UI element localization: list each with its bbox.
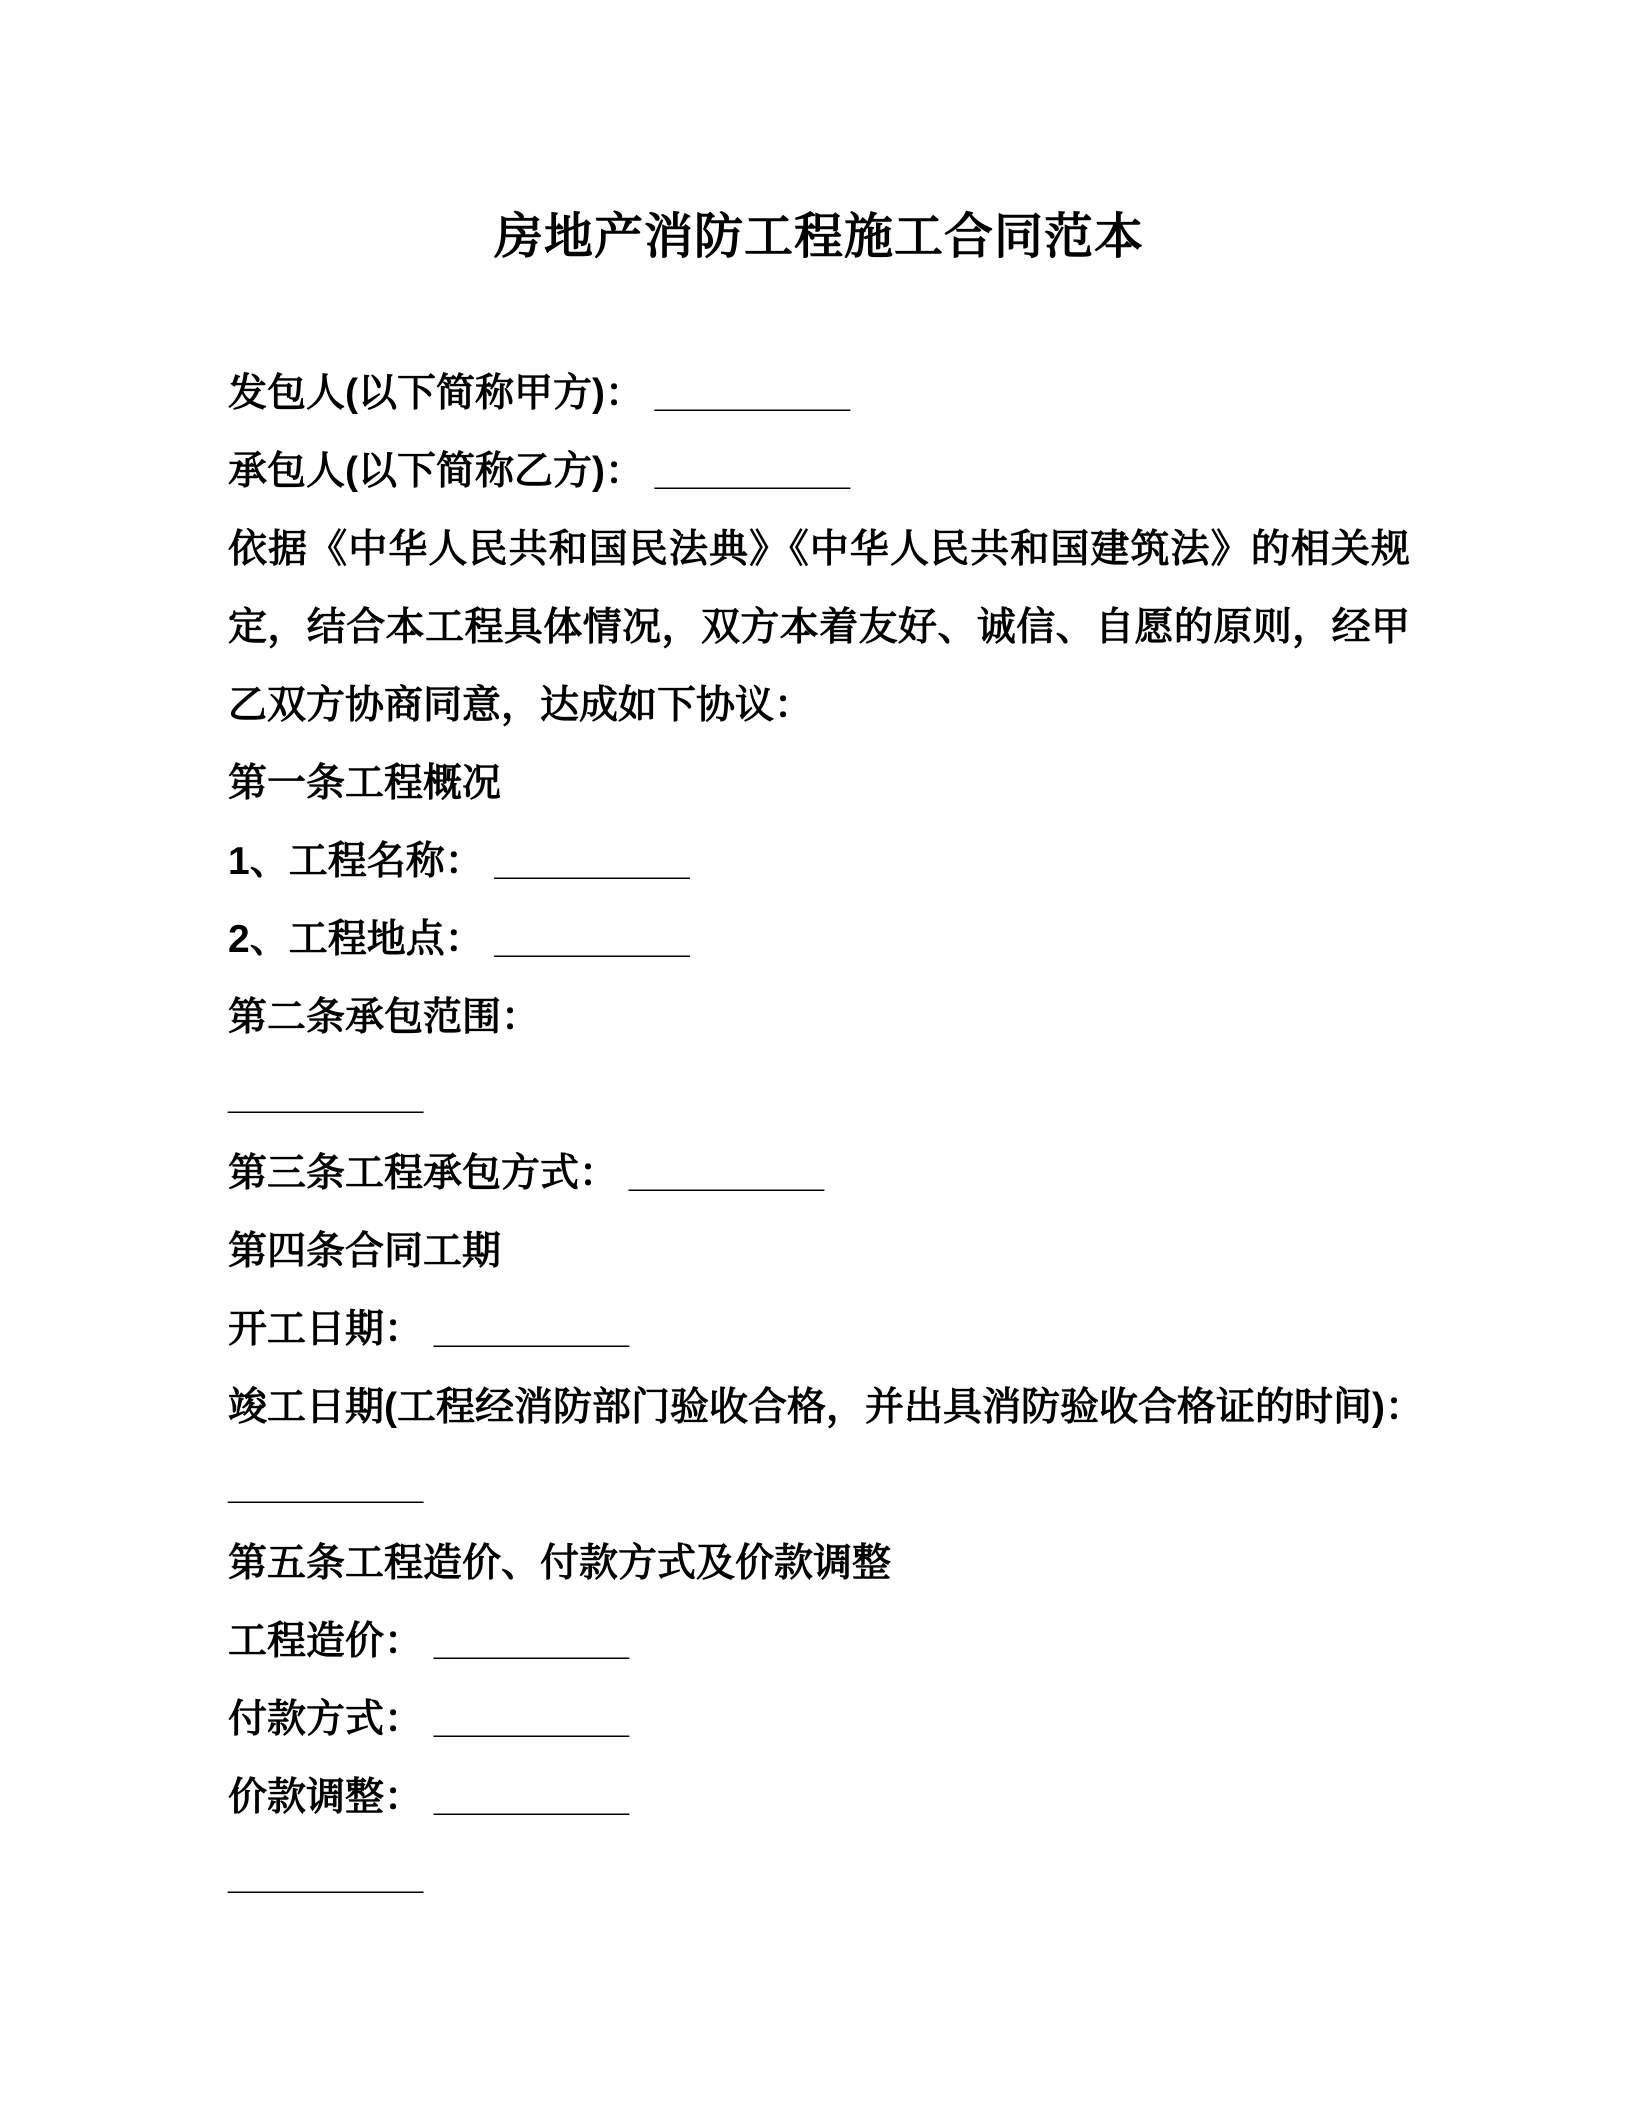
clause-4-heading: 第四条合同工期	[228, 1230, 502, 1273]
price-adjustment-field: 价款调整： _________	[228, 1776, 630, 1819]
project-location-field: 2、工程地点： _________	[228, 918, 690, 961]
contract-title: 房地产消防工程施工合同范本	[493, 210, 1144, 264]
completion-date-heading: 竣工日期(工程经消防部门验收合格，并出具消防验收合格证的时间)：	[228, 1386, 1424, 1429]
project-name-field: 1、工程名称： _________	[228, 840, 690, 883]
start-date-field: 开工日期： _________	[228, 1308, 630, 1351]
clause-2-blank-line: _________	[228, 1074, 424, 1117]
clause-3-contract-method-field: 第三条工程承包方式： _________	[228, 1152, 825, 1195]
clause-2-heading: 第二条承包范围：	[228, 996, 541, 1039]
trailing-blank-line: _________	[228, 1854, 424, 1897]
party-employer-line: 发包人(以下简称甲方)： _________	[228, 372, 851, 415]
party-contractor-line: 承包人(以下简称乙方)： _________	[228, 450, 851, 493]
payment-method-field: 付款方式： _________	[228, 1698, 630, 1741]
project-cost-field: 工程造价： _________	[228, 1620, 630, 1663]
completion-date-blank-line: _________	[228, 1464, 424, 1507]
clause-5-heading: 第五条工程造价、付款方式及价款调整	[228, 1542, 892, 1585]
preamble-paragraph: 依据《中华人民共和国民法典》《中华人民共和国建筑法》的相关规定，结合本工程具体情况，双方本着友好、诚信、自愿的原则，经甲乙双方协商同意，达成如下协议：	[228, 528, 1410, 727]
clause-1-heading: 第一条工程概况	[228, 762, 502, 805]
